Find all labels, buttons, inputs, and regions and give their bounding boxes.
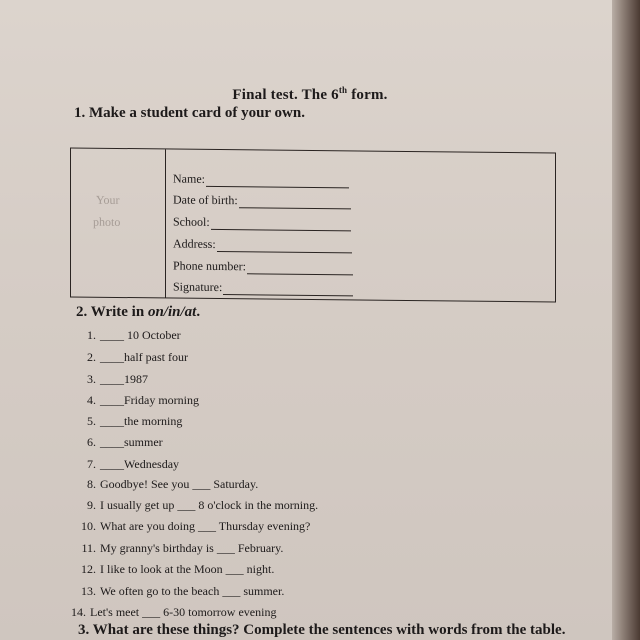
book-spine xyxy=(612,0,640,640)
field-line xyxy=(217,240,352,253)
item-text: We often go to the beach ___ summer. xyxy=(100,584,285,598)
task1-heading: 1. Make a student card of your own. xyxy=(74,105,305,121)
item-text: ____Wednesday xyxy=(100,457,180,471)
title-main: Final test. The 6 xyxy=(232,87,339,103)
item-text: What are you doing ___ Thursday evening? xyxy=(100,519,311,533)
item-number: 10. xyxy=(81,519,96,533)
task2-words: on/in/at xyxy=(147,304,197,320)
item-number: 9. xyxy=(87,498,96,512)
item-number: 11. xyxy=(81,541,96,555)
student-card xyxy=(70,147,556,302)
field-address xyxy=(173,237,352,254)
item-number: 8. xyxy=(87,477,96,491)
item-text: Goodbye! See you ___ Saturday. xyxy=(100,477,259,491)
task2-heading xyxy=(76,304,200,321)
field-line xyxy=(206,175,349,188)
item-text: ____summer xyxy=(100,435,163,449)
item-text: ____Friday morning xyxy=(100,393,199,407)
item-number: 5. xyxy=(87,414,96,428)
field-label: Address: xyxy=(173,236,216,251)
title-end: form. xyxy=(347,87,388,103)
field-line xyxy=(211,218,351,231)
task2-prefix: 2. Write in xyxy=(76,304,148,320)
task2-suffix: . xyxy=(196,304,201,320)
field-line xyxy=(239,196,351,209)
item-number: 7. xyxy=(87,457,96,471)
item-text: My granny's birthday is ___ February. xyxy=(100,541,284,555)
item-text: Let's meet ___ 6-30 tomorrow evening xyxy=(90,605,277,619)
item-number: 3. xyxy=(87,372,96,386)
item-number: 14. xyxy=(71,605,86,619)
item-text: I usually get up ___ 8 o'clock in the morning. xyxy=(100,498,319,512)
field-label: School: xyxy=(173,214,210,229)
field-signature xyxy=(173,280,353,297)
item-text: ____1987 xyxy=(100,372,148,386)
field-school xyxy=(173,215,351,232)
photo-label-your: Your xyxy=(96,192,120,207)
item-number: 1. xyxy=(87,328,96,342)
task3-heading: 3. What are these things? Complete the sentences with words from the table. xyxy=(78,622,566,638)
item-number: 12. xyxy=(81,562,96,576)
field-line xyxy=(247,262,353,275)
photo-box xyxy=(71,148,166,297)
item-text: ____the morning xyxy=(100,414,183,428)
page-title xyxy=(0,85,620,104)
field-line xyxy=(223,283,353,296)
field-label: Phone number: xyxy=(173,258,246,274)
item-text: ____half past four xyxy=(100,350,188,364)
photo-label-photo: photo xyxy=(93,214,121,229)
item-text: I like to look at the Moon ___ night. xyxy=(100,562,275,576)
item-number: 13. xyxy=(81,584,96,598)
item-text: ____ 10 October xyxy=(100,328,181,342)
item-number: 2. xyxy=(87,350,96,364)
title-superscript: th xyxy=(338,85,348,95)
item-number: 6. xyxy=(87,435,96,449)
field-name xyxy=(173,172,349,189)
field-phone-number xyxy=(173,259,353,276)
field-label: Date of birth: xyxy=(173,192,238,208)
field-label: Name: xyxy=(173,171,205,186)
item-number: 4. xyxy=(87,393,96,407)
field-label: Signature: xyxy=(173,279,223,295)
field-date-of-birth xyxy=(173,193,351,210)
